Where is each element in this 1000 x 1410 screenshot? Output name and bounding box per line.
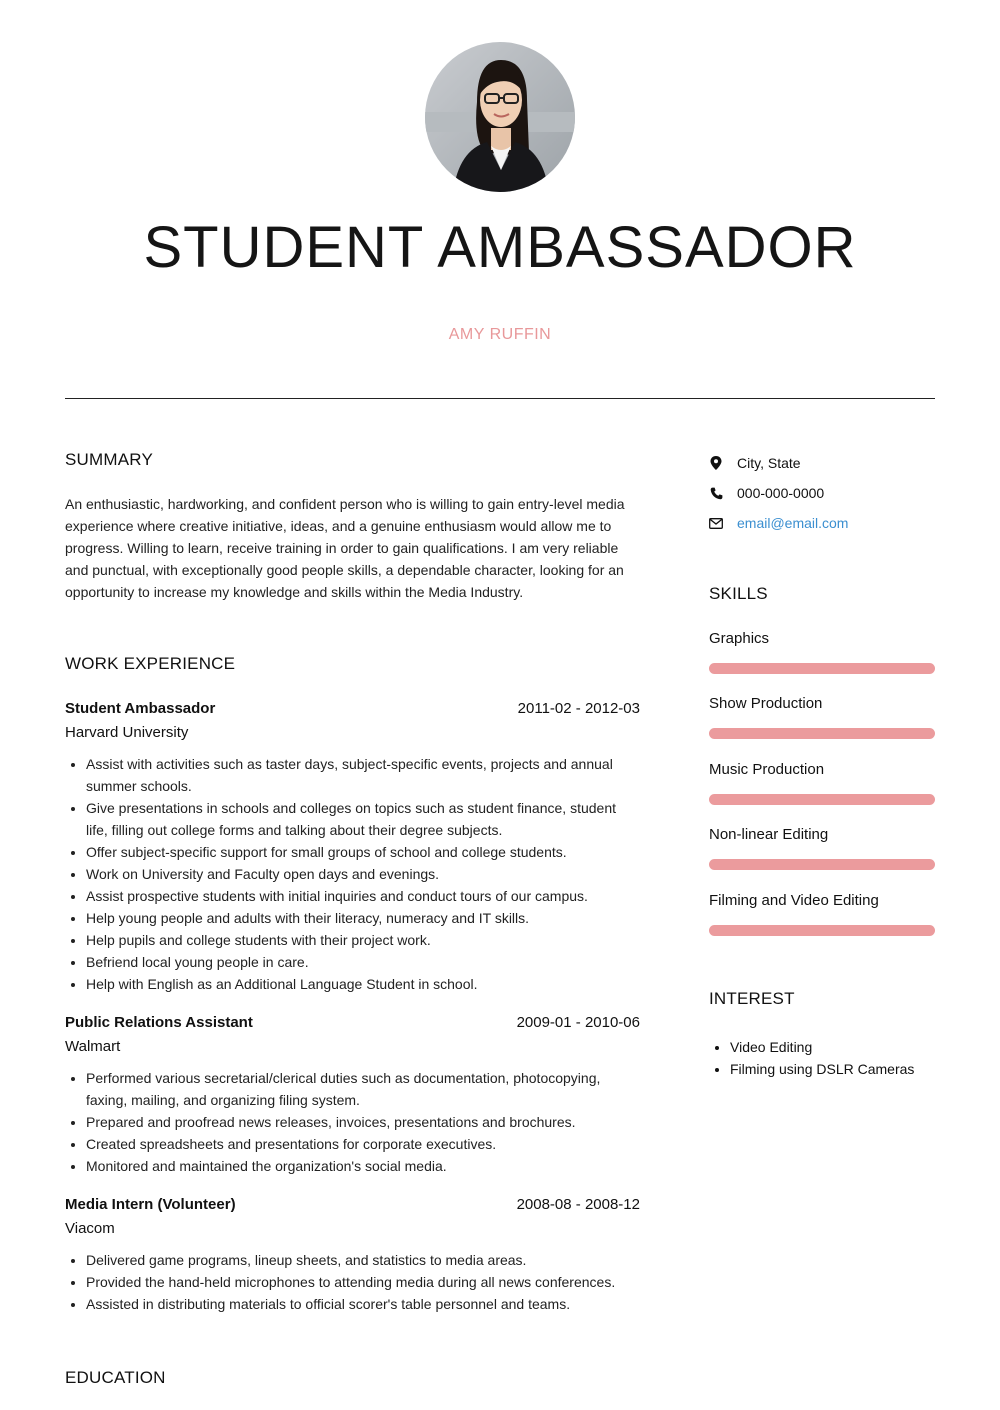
job-company: Walmart xyxy=(65,1038,121,1055)
skill-name: Filming and Video Editing xyxy=(709,892,879,909)
summary-heading: SUMMARY xyxy=(65,450,153,469)
candidate-name: AMY RUFFIN xyxy=(448,326,552,343)
job-duty: • Performed various secretarial/clerical duties such as documentation, photocopying, faxing, mailing, and organizing filing system. xyxy=(86,1067,640,1111)
work-experience-heading: WORK EXPERIENCE xyxy=(65,654,236,673)
envelope-icon xyxy=(709,516,723,530)
header-divider xyxy=(65,398,935,399)
interest-list xyxy=(709,1036,935,1080)
skill-level-bar xyxy=(709,663,935,674)
job-duty: • Provided the hand-held microphones to attending media during all news conferences. xyxy=(86,1271,640,1293)
profile-photo-illustration xyxy=(425,42,575,192)
job-company: Viacom xyxy=(65,1220,115,1237)
job-entry xyxy=(65,699,640,995)
phone-icon xyxy=(709,486,723,500)
job-title: Media Intern (Volunteer) xyxy=(65,1196,236,1213)
job-duty: • Help with English as an Additional Language Student in school. xyxy=(86,973,640,995)
skill-level-bar xyxy=(709,794,935,805)
job-entry xyxy=(65,1195,640,1315)
skill-name: Music Production xyxy=(709,761,825,778)
skill-name: Non-linear Editing xyxy=(709,826,829,843)
skill-item xyxy=(709,892,935,936)
profile-photo xyxy=(425,42,575,192)
summary-text: An enthusiastic, hardworking, and confident person who is willing to gain entry-level media experience where creative initiative, ideas, and a genuine enthusiasm would allow me to progress. Willing to learn, receive training in order to gain qualifications. I am very reliable and punctual, with exceptionally good people skills, a dependable character, looking for an opportunity to increase my knowledge and skills within the Media Industry. xyxy=(65,496,625,600)
contact-location xyxy=(709,448,935,478)
job-duties xyxy=(65,1067,640,1177)
job-header xyxy=(65,1195,640,1215)
skill-name: Graphics xyxy=(709,630,770,647)
skill-item xyxy=(709,761,935,805)
job-dates: 2011-02 - 2012-03 xyxy=(517,700,640,717)
job-duty: • Work on University and Faculty open days and evenings. xyxy=(86,863,640,885)
job-header xyxy=(65,699,640,719)
job-entry xyxy=(65,1013,640,1177)
job-dates: 2009-01 - 2010-06 xyxy=(516,1014,640,1031)
job-duty: • Prepared and proofread news releases, invoices, presentations and brochures. xyxy=(86,1111,640,1133)
location-text: City, State xyxy=(737,455,801,471)
job-duty: • Created spreadsheets and presentations for corporate executives. xyxy=(86,1133,640,1155)
job-duty: • Befriend local young people in care. xyxy=(86,951,640,973)
job-duty: • Give presentations in schools and colleges on topics such as student finance, student life, filling out college forms and talking about their degree subjects. xyxy=(86,797,640,841)
skill-level-bar xyxy=(709,859,935,870)
contact-phone xyxy=(709,478,935,508)
job-duty: • Monitored and maintained the organization's social media. xyxy=(86,1155,640,1177)
job-duty: • Help young people and adults with their literacy, numeracy and IT skills. xyxy=(86,907,640,929)
skill-item xyxy=(709,826,935,870)
job-duties xyxy=(65,1249,640,1315)
skill-item xyxy=(709,695,935,739)
skill-name: Show Production xyxy=(709,695,823,712)
job-title: Public Relations Assistant xyxy=(65,1014,253,1031)
main-column xyxy=(65,450,640,1388)
job-dates: 2008-08 - 2008-12 xyxy=(516,1196,640,1213)
job-duty: • Offer subject-specific support for small groups of school and college students. xyxy=(86,841,640,863)
phone-text: 000-000-0000 xyxy=(737,485,825,501)
job-duties xyxy=(65,753,640,995)
email-link[interactable]: email@email.com xyxy=(737,515,849,531)
job-company: Harvard University xyxy=(65,724,189,741)
skill-item xyxy=(709,630,935,674)
map-pin-icon xyxy=(709,456,723,470)
job-duty: • Assist prospective students with initial inquiries and conduct tours of our campus. xyxy=(86,885,640,907)
interest-heading: INTEREST xyxy=(709,989,795,1008)
skills-heading: SKILLS xyxy=(709,584,768,603)
job-header xyxy=(65,1013,640,1033)
job-duty: • Delivered game programs, lineup sheets, and statistics to media areas. xyxy=(86,1249,640,1271)
job-duty: • Assisted in distributing materials to official scorer's table personnel and teams. xyxy=(86,1293,640,1315)
skill-level-bar xyxy=(709,728,935,739)
job-duty: • Help pupils and college students with their project work. xyxy=(86,929,640,951)
education-heading: EDUCATION xyxy=(65,1368,166,1387)
skills-list xyxy=(709,630,935,936)
job-title: Student Ambassador xyxy=(65,700,216,717)
job-duty: • Assist with activities such as taster days, subject-specific events, projects and annual summer schools. xyxy=(86,753,640,797)
interest-item: • Filming using DSLR Cameras xyxy=(730,1058,935,1080)
sidebar-column xyxy=(709,448,935,1080)
contact-email[interactable] xyxy=(709,508,935,538)
resume-title: STUDENT AMBASSADOR xyxy=(143,215,857,280)
interest-item: • Video Editing xyxy=(730,1036,935,1058)
skill-level-bar xyxy=(709,925,935,936)
